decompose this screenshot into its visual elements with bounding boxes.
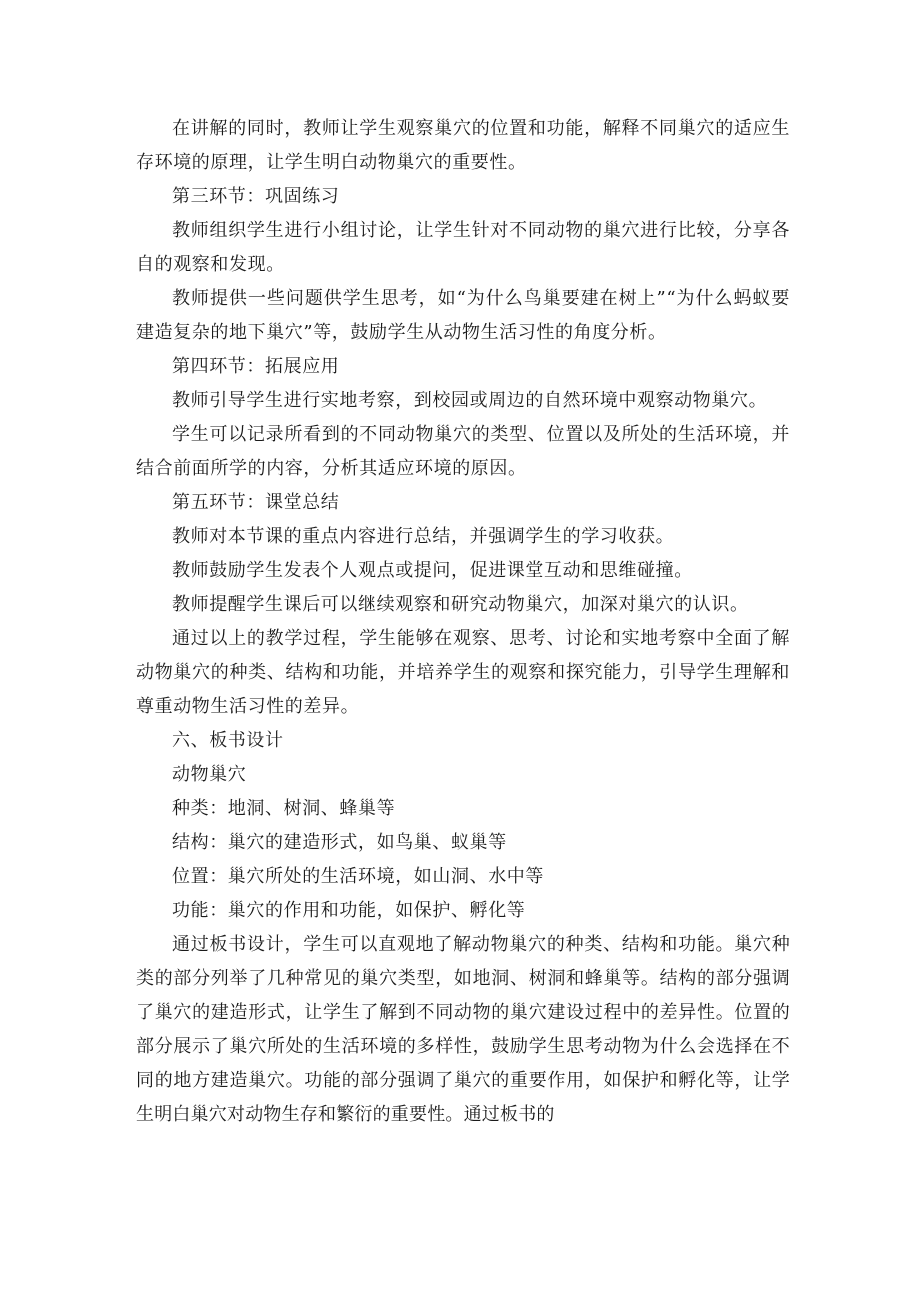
- paragraph-reminder: 教师提醒学生课后可以继续观察和研究动物巢穴，加深对巢穴的认识。: [172, 594, 749, 615]
- paragraph-summary: 教师对本节课的重点内容进行总结，并强调学生的学习收获。: [172, 526, 675, 547]
- board-item-structure: 结构：巢穴的建造形式，如鸟巢、蚁巢等: [172, 832, 507, 853]
- paragraph-process-summary: 通过以上的教学过程，学生能够在观察、思考、讨论和实地考察中全面了解动物巢穴的种类、结构和功能，并培养学生的观察和探究能力，引导学生理解和尊重动物生活习性的差异。: [136, 628, 790, 717]
- paragraph-recording: 学生可以记录所看到的不同动物巢穴的类型、位置以及所处的生活环境，并结合前面所学的内容，分析其适应环境的原因。: [136, 424, 790, 479]
- board-item-types: 种类：地洞、树洞、蜂巢等: [172, 798, 396, 819]
- heading-board-design: 六、板书设计: [172, 730, 284, 751]
- paragraph-group-discussion: 教师组织学生进行小组讨论，让学生针对不同动物的巢穴进行比较，分享各自的观察和发现。: [136, 220, 790, 275]
- paragraph-explanation: 在讲解的同时，教师让学生观察巢穴的位置和功能，解释不同巢穴的适应生存环境的原理，让学生明白动物巢穴的重要性。: [136, 118, 790, 173]
- document-body: [136, 112, 790, 1132]
- paragraph-encourage: 教师鼓励学生发表个人观点或提问，促进课堂互动和思维碰撞。: [172, 560, 693, 581]
- board-item-location: 位置：巢穴所处的生活环境，如山洞、水中等: [172, 866, 544, 887]
- heading-stage-5: 第五环节：课堂总结: [172, 492, 340, 513]
- board-title: 动物巢穴: [172, 764, 247, 785]
- heading-stage-4: 第四环节：拓展应用: [172, 356, 340, 377]
- paragraph-board-explanation: 通过板书设计，学生可以直观地了解动物巢穴的种类、结构和功能。巢穴种类的部分列举了几种常见的巢穴类型，如地洞、树洞和蜂巢等。结构的部分强调了巢穴的建造形式，让学生了解到不同动物的巢穴建设过程中的差异性。位置的部分展示了巢穴所处的生活环境的多样性，鼓励学生思考动物为什么会选择在不同的地方建造巢穴。功能的部分强调了巢穴的重要作用，如保护和孵化等，让学生明白巢穴对动物生存和繁衍的重要性。通过板书的: [136, 934, 790, 1125]
- paragraph-questions: 教师提供一些问题供学生思考，如“为什么鸟巢要建在树上”“为什么蚂蚁要建造复杂的地下巢穴”等，鼓励学生从动物生活习性的角度分析。: [136, 288, 790, 343]
- paragraph-field-trip: 教师引导学生进行实地考察，到校园或周边的自然环境中观察动物巢穴。: [172, 390, 768, 411]
- heading-stage-3: 第三环节：巩固练习: [172, 186, 340, 207]
- board-item-function: 功能：巢穴的作用和功能，如保护、孵化等: [172, 900, 526, 921]
